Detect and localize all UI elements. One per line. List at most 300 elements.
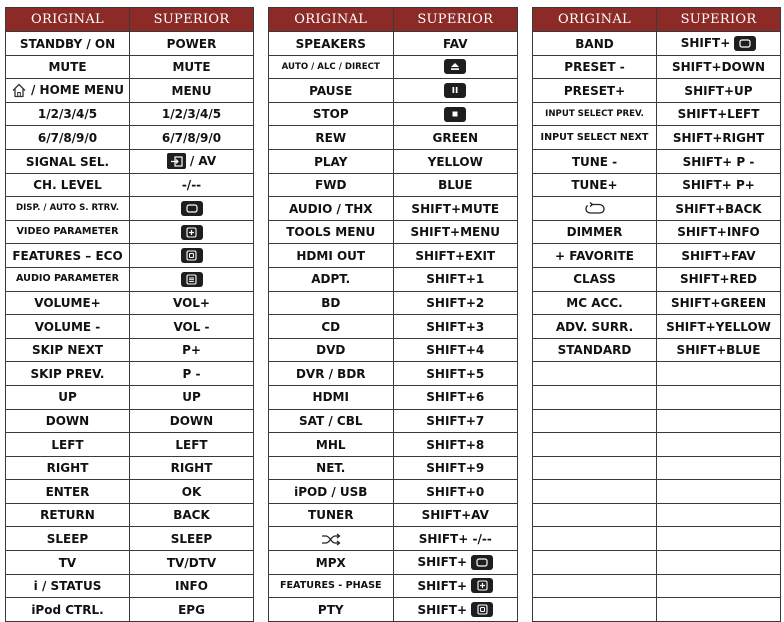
superior-cell xyxy=(657,527,781,551)
superior-label: SHIFT+ xyxy=(417,602,468,617)
superior-label: SHIFT+AV xyxy=(421,508,489,523)
superior-label: POWER xyxy=(166,36,217,51)
cell-content xyxy=(316,461,345,475)
superior-cell xyxy=(657,244,781,268)
eject-button-icon xyxy=(444,59,466,74)
superior-cell xyxy=(393,79,518,103)
table-row xyxy=(6,244,254,268)
rounded-rect-button-icon xyxy=(181,201,203,216)
original-cell xyxy=(533,433,657,457)
original-label: / HOME MENU xyxy=(30,83,125,98)
original-cell xyxy=(6,102,130,126)
table-row xyxy=(6,480,254,504)
table-row xyxy=(269,456,518,480)
superior-cell xyxy=(657,409,781,433)
original-cell xyxy=(269,173,394,197)
original-cell xyxy=(6,385,130,409)
mapping-table-3 xyxy=(532,7,781,622)
table-row xyxy=(269,32,518,56)
original-label: iPod CTRL. xyxy=(31,602,104,617)
superior-cell xyxy=(657,551,781,575)
header-original: ORIGINAL xyxy=(6,8,130,32)
cell-content xyxy=(417,602,493,617)
original-label: PRESET+ xyxy=(563,83,626,98)
cell-content xyxy=(426,485,484,499)
superior-label: BACK xyxy=(173,508,210,523)
superior-cell xyxy=(393,456,518,480)
superior-label: SHIFT+9 xyxy=(426,461,485,476)
table-row xyxy=(533,32,781,56)
superior-cell xyxy=(393,244,518,268)
original-cell xyxy=(6,574,130,598)
original-label: LEFT xyxy=(51,437,84,452)
original-label: MC ACC. xyxy=(566,296,623,311)
input-select-icon xyxy=(167,153,186,169)
table-row xyxy=(269,126,518,150)
original-cell xyxy=(269,126,394,150)
table-row xyxy=(533,173,781,197)
cell-content xyxy=(321,296,340,310)
superior-cell xyxy=(130,315,254,339)
superior-label: SHIFT+RIGHT xyxy=(672,130,765,145)
superior-label: SLEEP xyxy=(170,532,213,547)
cell-content xyxy=(12,249,122,263)
superior-cell xyxy=(657,338,781,362)
table-row xyxy=(6,385,254,409)
table-row xyxy=(269,267,518,291)
cell-content xyxy=(315,178,346,192)
superior-cell xyxy=(393,197,518,221)
table-row xyxy=(269,527,518,551)
cell-content xyxy=(48,60,86,74)
cell-content xyxy=(556,320,633,334)
original-label: AUTO / ALC / DIRECT xyxy=(281,61,380,72)
table-row xyxy=(533,503,781,527)
original-cell xyxy=(6,456,130,480)
superior-cell xyxy=(130,32,254,56)
cell-content xyxy=(415,249,495,263)
superior-label: / AV xyxy=(189,154,217,169)
superior-cell xyxy=(393,315,518,339)
table-row xyxy=(6,315,254,339)
superior-cell xyxy=(393,126,518,150)
original-cell xyxy=(6,173,130,197)
superior-cell xyxy=(130,409,254,433)
header-superior: SUPERIOR xyxy=(130,8,254,32)
cell-content xyxy=(584,202,606,215)
original-cell xyxy=(269,598,394,622)
cell-content xyxy=(567,225,623,239)
original-cell xyxy=(6,503,130,527)
original-cell xyxy=(6,32,130,56)
original-cell xyxy=(533,598,657,622)
table-row xyxy=(6,32,254,56)
cell-content xyxy=(31,603,103,617)
table-row xyxy=(6,433,254,457)
cell-content xyxy=(34,579,102,593)
table-row xyxy=(6,362,254,386)
cell-content xyxy=(38,107,97,121)
original-label: 1/2/3/4/5 xyxy=(37,107,98,122)
table-row xyxy=(533,480,781,504)
cell-content xyxy=(162,107,221,121)
superior-label: RIGHT xyxy=(170,461,213,476)
superior-label: SHIFT+7 xyxy=(426,414,485,429)
lines-square-button-icon xyxy=(181,272,203,287)
original-label: STOP xyxy=(312,107,349,122)
original-cell xyxy=(533,480,657,504)
cell-content xyxy=(316,556,346,570)
original-label: DVR / BDR xyxy=(295,366,366,381)
superior-cell xyxy=(393,480,518,504)
cell-content xyxy=(313,107,349,121)
superior-label: P - xyxy=(182,366,201,381)
superior-cell xyxy=(393,551,518,575)
pause-button-icon xyxy=(444,83,466,98)
original-label: MPX xyxy=(315,555,346,570)
cell-content xyxy=(183,367,201,381)
cell-content xyxy=(172,84,212,98)
original-cell xyxy=(269,456,394,480)
cell-content xyxy=(426,320,484,334)
superior-cell xyxy=(393,527,518,551)
cell-content xyxy=(31,367,105,381)
cell-content xyxy=(299,414,363,428)
cell-content xyxy=(17,226,119,237)
cell-content xyxy=(314,155,347,169)
table-row xyxy=(533,102,781,126)
superior-cell xyxy=(657,433,781,457)
cell-content xyxy=(311,272,350,286)
cell-content xyxy=(175,579,208,593)
superior-label: SHIFT+ xyxy=(680,36,731,51)
cell-content xyxy=(677,225,760,239)
rounded-rect-button-icon xyxy=(471,555,493,570)
cell-content xyxy=(308,508,353,522)
cell-content xyxy=(316,438,346,452)
table-row xyxy=(269,220,518,244)
cell-content xyxy=(564,84,625,98)
cell-content xyxy=(426,272,484,286)
cell-content xyxy=(47,532,88,546)
repeat-icon xyxy=(584,202,606,215)
cell-content xyxy=(315,131,346,145)
superior-label: -/-- xyxy=(181,178,202,193)
cell-content xyxy=(286,225,375,239)
cell-content xyxy=(175,438,207,452)
original-label: AUDIO PARAMETER xyxy=(16,273,119,285)
superior-cell xyxy=(393,598,518,622)
superior-label: GREEN xyxy=(432,130,479,145)
superior-label: SHIFT+ xyxy=(417,555,468,570)
superior-label: SHIFT+2 xyxy=(426,296,485,311)
original-label: ADPT. xyxy=(311,272,351,287)
original-label: CD xyxy=(321,319,341,334)
cell-content xyxy=(411,202,499,216)
original-cell xyxy=(533,551,657,575)
cell-content xyxy=(294,485,367,499)
cell-content xyxy=(426,461,484,475)
cell-content xyxy=(438,178,472,192)
cell-content xyxy=(318,603,344,617)
original-cell xyxy=(269,291,394,315)
superior-label: MENU xyxy=(171,83,212,98)
original-cell xyxy=(269,149,394,173)
superior-label: SHIFT+FAV xyxy=(681,248,756,263)
original-cell xyxy=(6,433,130,457)
cell-content xyxy=(296,367,366,381)
original-cell xyxy=(533,385,657,409)
original-cell xyxy=(269,220,394,244)
table-row xyxy=(269,409,518,433)
original-label: BAND xyxy=(575,36,614,51)
cell-content xyxy=(46,485,90,499)
table-row xyxy=(269,480,518,504)
table-row xyxy=(533,79,781,103)
header-original: ORIGINAL xyxy=(533,8,657,32)
superior-cell xyxy=(657,32,781,56)
superior-cell xyxy=(393,409,518,433)
table-row xyxy=(6,551,254,575)
original-label: HDMI xyxy=(312,390,349,405)
original-cell xyxy=(533,338,657,362)
table-row xyxy=(533,456,781,480)
superior-cell xyxy=(657,173,781,197)
cell-content xyxy=(428,155,483,169)
cell-content xyxy=(313,390,349,404)
cell-content xyxy=(681,36,757,51)
superior-label: SHIFT+ P - xyxy=(682,154,755,169)
original-label: MUTE xyxy=(48,60,87,75)
superior-cell xyxy=(130,79,254,103)
cell-content xyxy=(182,178,201,192)
original-cell xyxy=(269,79,394,103)
original-label: RETURN xyxy=(40,508,95,523)
original-cell xyxy=(269,338,394,362)
original-label: FWD xyxy=(315,178,347,193)
cell-content xyxy=(58,390,77,404)
table-row xyxy=(6,267,254,291)
cell-content xyxy=(684,84,752,98)
header-original: ORIGINAL xyxy=(269,8,394,32)
cell-content xyxy=(40,508,95,522)
original-cell xyxy=(6,55,130,79)
superior-label: SHIFT+BACK xyxy=(675,201,762,216)
superior-cell xyxy=(393,267,518,291)
cell-content xyxy=(167,37,217,51)
original-cell xyxy=(533,362,657,386)
cell-content xyxy=(181,201,203,216)
superior-label: BLUE xyxy=(438,178,473,193)
header-superior: SUPERIOR xyxy=(657,8,781,32)
superior-cell xyxy=(393,433,518,457)
cell-content xyxy=(678,107,760,121)
cell-content xyxy=(673,131,764,145)
table-row xyxy=(6,503,254,527)
cell-content xyxy=(432,131,478,145)
original-label: INPUT SELECT PREV. xyxy=(545,108,644,119)
original-label: STANDARD xyxy=(557,343,632,358)
original-label: SIGNAL SEL. xyxy=(25,154,110,169)
original-label: TOOLS MENU xyxy=(286,225,376,240)
original-cell xyxy=(269,197,394,221)
superior-label: VOL - xyxy=(173,319,210,334)
cell-content xyxy=(564,60,624,74)
cell-content xyxy=(444,107,466,122)
superior-label: TV/DTV xyxy=(166,555,217,570)
superior-label: SHIFT+ xyxy=(417,578,468,593)
cell-content xyxy=(321,320,340,334)
superior-cell xyxy=(130,433,254,457)
superior-cell xyxy=(393,503,518,527)
cell-content xyxy=(417,555,493,570)
original-cell xyxy=(6,362,130,386)
original-cell xyxy=(6,267,130,291)
cell-content xyxy=(419,532,492,546)
cell-content xyxy=(444,59,466,74)
table-row xyxy=(269,503,518,527)
table-row xyxy=(269,598,518,622)
original-label: DISP. / AUTO S. RTRV. xyxy=(15,203,120,214)
table-row xyxy=(269,149,518,173)
table-row xyxy=(533,551,781,575)
table-row xyxy=(533,220,781,244)
superior-label: 1/2/3/4/5 xyxy=(161,107,222,122)
original-label: HDMI OUT xyxy=(296,248,366,263)
table-row xyxy=(6,102,254,126)
superior-label: SHIFT+MUTE xyxy=(411,201,500,216)
original-label: SKIP NEXT xyxy=(31,343,104,358)
original-label: SLEEP xyxy=(46,532,89,547)
cell-content xyxy=(11,83,124,98)
original-cell xyxy=(269,244,394,268)
original-cell xyxy=(269,385,394,409)
plus-square-button-icon xyxy=(181,225,203,240)
table-row xyxy=(6,574,254,598)
table-row xyxy=(269,197,518,221)
cell-content xyxy=(426,390,484,404)
original-label: INPUT SELECT NEXT xyxy=(540,131,649,143)
cell-content xyxy=(426,367,484,381)
superior-cell xyxy=(130,574,254,598)
table-row xyxy=(533,149,781,173)
original-label: TUNE - xyxy=(571,154,618,169)
original-label: iPOD / USB xyxy=(294,484,368,499)
table-row xyxy=(6,527,254,551)
table-row xyxy=(6,220,254,244)
original-label: TUNER xyxy=(308,508,354,523)
cell-content xyxy=(426,343,484,357)
superior-cell xyxy=(130,55,254,79)
cell-content xyxy=(181,272,203,287)
cell-content xyxy=(426,296,484,310)
cell-content xyxy=(443,37,468,51)
cell-content xyxy=(426,414,484,428)
table-row xyxy=(269,173,518,197)
cell-content xyxy=(572,155,617,169)
superior-label: SHIFT+INFO xyxy=(677,225,760,240)
table-row xyxy=(6,55,254,79)
cell-content xyxy=(16,203,119,213)
original-label: DVD xyxy=(316,343,346,358)
cell-content xyxy=(181,248,203,263)
superior-cell xyxy=(130,338,254,362)
original-cell xyxy=(269,409,394,433)
original-cell xyxy=(6,79,130,103)
original-cell xyxy=(6,291,130,315)
mapping-table-2 xyxy=(268,7,518,622)
superior-cell xyxy=(130,244,254,268)
original-cell xyxy=(6,598,130,622)
original-label: TV xyxy=(58,555,77,570)
cell-content xyxy=(167,153,216,169)
superior-cell xyxy=(657,503,781,527)
superior-cell xyxy=(657,385,781,409)
superior-cell xyxy=(393,102,518,126)
table-row xyxy=(6,598,254,622)
original-label: + FAVORITE xyxy=(555,248,634,263)
cell-content xyxy=(541,132,649,143)
superior-cell xyxy=(130,362,254,386)
table-row xyxy=(6,456,254,480)
superior-cell xyxy=(393,32,518,56)
superior-label: DOWN xyxy=(169,414,214,429)
table-row xyxy=(6,291,254,315)
superior-cell xyxy=(657,267,781,291)
original-label: MHL xyxy=(315,437,346,452)
original-label: PTY xyxy=(317,602,344,617)
original-label: NET. xyxy=(316,461,346,476)
superior-label: SHIFT+4 xyxy=(426,343,485,358)
superior-label: SHIFT+MENU xyxy=(410,225,500,240)
superior-cell xyxy=(130,503,254,527)
superior-cell xyxy=(130,527,254,551)
original-label: i / STATUS xyxy=(33,579,102,594)
superior-cell xyxy=(657,291,781,315)
cell-content xyxy=(672,60,765,74)
original-cell xyxy=(533,197,657,221)
superior-label: EPG xyxy=(178,602,205,617)
table-row xyxy=(269,385,518,409)
superior-cell xyxy=(657,574,781,598)
cell-content xyxy=(162,131,221,145)
superior-cell xyxy=(657,315,781,339)
original-label: TUNE+ xyxy=(571,178,618,193)
original-cell xyxy=(6,480,130,504)
cell-content xyxy=(47,461,89,475)
cell-content xyxy=(173,320,209,334)
original-cell xyxy=(269,503,394,527)
superior-cell xyxy=(393,55,518,79)
superior-label: SHIFT+5 xyxy=(426,366,485,381)
original-label: SPEAKERS xyxy=(295,36,366,51)
superior-label: MUTE xyxy=(172,60,211,75)
cell-content xyxy=(575,37,613,51)
superior-cell xyxy=(393,362,518,386)
original-cell xyxy=(269,267,394,291)
superior-cell xyxy=(130,267,254,291)
table-row xyxy=(533,197,781,221)
table-row xyxy=(533,291,781,315)
table-row xyxy=(533,598,781,622)
original-label: AUDIO / THX xyxy=(288,201,373,216)
cell-content xyxy=(444,83,466,98)
original-cell xyxy=(6,527,130,551)
original-cell xyxy=(269,55,394,79)
original-label: PRESET - xyxy=(564,60,625,75)
cell-content xyxy=(26,155,109,169)
superior-cell xyxy=(130,385,254,409)
